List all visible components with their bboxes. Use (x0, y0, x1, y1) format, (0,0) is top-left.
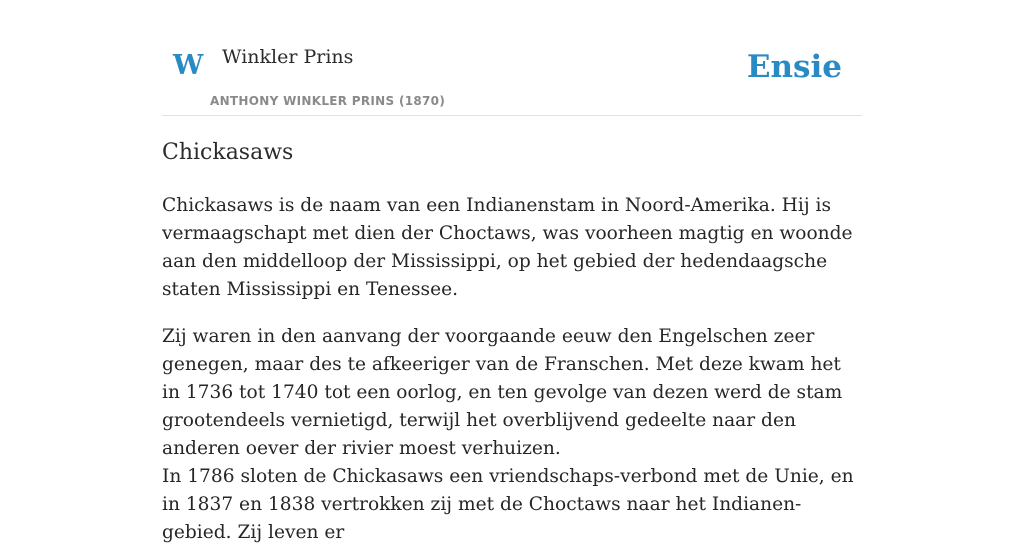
entry-paragraph: Zij waren in den aanvang der voorgaande eeuw den Engelschen zeer genegen, maar des te afkeeriger van de Franschen. Met deze kwam het in 1736 tot 1740 tot een oorlog, en ten gevolge van dezen werd de stam grootendeels vernietigd, terwijl het overblijvend gedeelte naar den anderen oever der rivier moest verhuizen. (162, 326, 843, 459)
source-logo-icon[interactable]: W (173, 50, 204, 81)
entry-title: Chickasaws (162, 140, 294, 165)
source-title-link[interactable]: Winkler Prins (222, 46, 354, 68)
entry-paragraph: In 1786 sloten de Chickasaws een vriendschaps-verbond met de Unie, en in 1837 en 1838 vertrokken zij met de Choctaws naar het Indianen-gebied. Zij leven er (162, 466, 854, 543)
ensie-logo[interactable]: Ensie (746, 49, 842, 85)
source-header (162, 0, 862, 116)
page-container (162, 0, 862, 543)
entry-paragraph: Chickasaws is de naam van een Indianenstam in Noord-Amerika. Hij is vermaagschapt met dien der Choctaws, was voorheen magtig en woonde aan den middelloop der Mississippi, op het gebied der hedendaagsche staten Mississippi en Tenessee. (162, 195, 853, 300)
source-author: ANTHONY WINKLER PRINS (1870) (210, 94, 446, 108)
